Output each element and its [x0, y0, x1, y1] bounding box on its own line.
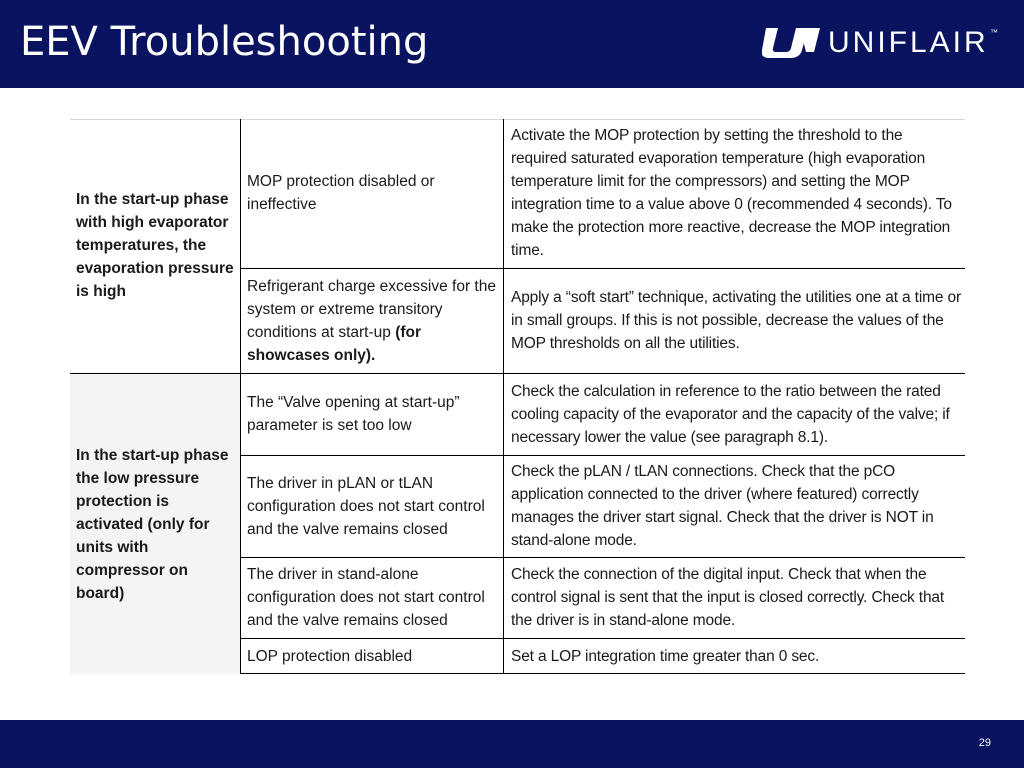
- cause-emphasis: (for showcases only).: [247, 323, 422, 364]
- column-divider: [503, 119, 504, 674]
- cause-text: LOP protection disabled: [247, 647, 413, 665]
- cause-text: The driver in pLAN or tLAN configuration does not start control and the valve remains closed: [247, 474, 485, 538]
- cause-cell: [241, 639, 503, 673]
- problem-text: In the start-up phase the low pressure protection is activated (: [76, 446, 229, 533]
- solution-text: Activate the MOP protection by setting the threshold to the required saturated evaporation temperature (high evaporation temperature limit for the compressors) and setting the MOP integration time to a value above 0 (recommended 4 seconds). To make the protection more reactive, decrease the MOP integration time.: [511, 127, 952, 259]
- problem-cell: [70, 119, 240, 372]
- page-number: 29: [978, 737, 991, 749]
- cause-cell: [241, 119, 503, 267]
- solution-text: Check the connection of the digital input. Check that when the control signal is sent that the input is closed correctly. Check that the driver is in stand-alone mode.: [511, 566, 945, 629]
- uniflair-logo-mark-icon: [762, 28, 820, 58]
- trademark-mark: ™: [990, 28, 998, 37]
- cause-cell: [241, 269, 503, 372]
- solution-cell: [504, 374, 965, 454]
- problem-text-wrap: [76, 444, 234, 605]
- problem-emphasis: only for units with compressor on board: [76, 515, 210, 602]
- table-top-rule: [70, 119, 965, 120]
- group-divider: [70, 373, 965, 374]
- cause-text: MOP protection disabled or ineffective: [247, 173, 435, 213]
- solution-text: Set a LOP integration time greater than 0 sec.: [511, 647, 820, 665]
- row-divider: [241, 638, 965, 639]
- solution-text: Apply a “soft start” technique, activating the utilities one at a time or in small groups. If this is not possible, decrease the values of the MOP thresholds on all the utilities.: [511, 289, 961, 352]
- solution-cell: [504, 456, 965, 556]
- cause-text: Refrigerant charge excessive for the system or extreme transitory conditions at start-up: [247, 277, 496, 341]
- table-bottom-rule: [241, 673, 965, 674]
- column-divider: [240, 119, 241, 674]
- cause-cell: [241, 374, 503, 454]
- problem-cell: [70, 374, 240, 674]
- solution-text: Check the pLAN / tLAN connections. Check that the pCO application connected to the driver (where featured) correctly manages the driver start signal. Check that the driver is NOT in stand-alone mode.: [511, 463, 934, 549]
- cause-cell: [241, 558, 503, 637]
- row-divider: [241, 268, 965, 269]
- solution-cell: [504, 269, 965, 372]
- solution-text: Check the calculation in reference to the ratio between the rated cooling capacity of the evaporator and the capacity of the valve; if necessary lower the value (see paragraph 8.1).: [511, 382, 950, 446]
- cause-text-wrap: [247, 275, 497, 367]
- solution-cell: [504, 119, 965, 267]
- title-bar: [0, 0, 1024, 88]
- cause-text: The driver in stand-alone configuration does not start control and the valve remains closed: [247, 566, 485, 629]
- row-divider: [241, 455, 965, 456]
- solution-cell: [504, 558, 965, 637]
- footer-bar: [0, 720, 1024, 768]
- solution-cell: [504, 639, 965, 673]
- slide-title: EEV Troubleshooting: [20, 19, 429, 65]
- troubleshooting-table: [70, 119, 965, 674]
- cause-text: The “Valve opening at start-up” parameter is set too low: [247, 394, 460, 434]
- logo-wordmark: UNIFLAIR: [828, 26, 989, 59]
- row-divider: [241, 557, 965, 558]
- problem-text: In the start-up phase with high evaporator temperatures, the evaporation pressure is high: [76, 191, 234, 300]
- cause-cell: [241, 456, 503, 556]
- problem-text-tail: ): [119, 584, 125, 602]
- uniflair-logo: [762, 26, 1002, 62]
